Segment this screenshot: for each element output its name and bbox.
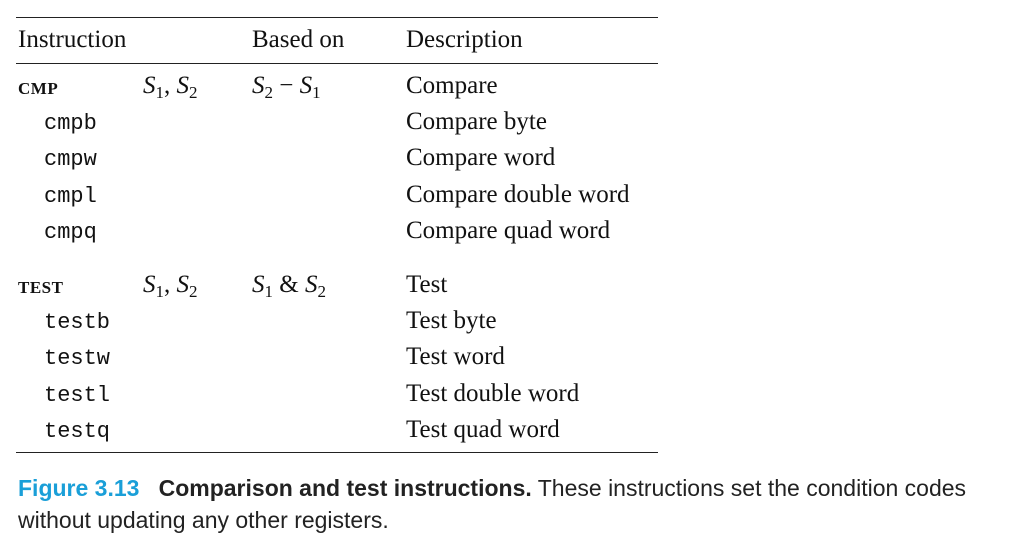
- description-cmp: Compare: [406, 72, 498, 99]
- operand-sep: ,: [164, 72, 177, 99]
- based-b: S: [304, 271, 318, 298]
- figure-caption: [18, 472, 998, 536]
- operand-s2: S: [176, 72, 189, 99]
- description-testw: Test word: [406, 343, 505, 370]
- description-testq: Test quad word: [406, 416, 560, 443]
- operands-cmp: [143, 71, 198, 101]
- based-on-cmp: [252, 71, 321, 101]
- based-a-sub: 1: [264, 282, 273, 301]
- based-a: S: [252, 271, 265, 298]
- description-cmpq: Compare quad word: [406, 217, 611, 244]
- operand-s2-sub: 2: [189, 282, 198, 301]
- based-b-sub: 1: [312, 83, 321, 102]
- operand-s2: S: [176, 271, 189, 298]
- instruction-cmp: CMP: [18, 79, 59, 98]
- operand-s1-sub: 1: [155, 282, 164, 301]
- based-on-test: [252, 270, 326, 300]
- header-description: Description: [406, 26, 523, 53]
- operand-s1-sub: 1: [155, 83, 164, 102]
- based-a: S: [252, 72, 265, 99]
- based-b: S: [299, 72, 313, 99]
- based-b-sub: 2: [317, 282, 326, 301]
- based-op: −: [273, 72, 300, 99]
- table-top-rule: [16, 17, 658, 18]
- table-bottom-rule: [16, 452, 658, 453]
- instruction-test: TEST: [18, 278, 64, 297]
- based-a-sub: 2: [264, 83, 273, 102]
- table-header-rule: [16, 63, 658, 64]
- operand-s1: S: [143, 72, 156, 99]
- instruction-testw: testw: [44, 346, 111, 371]
- instruction-testq: testq: [44, 419, 111, 444]
- instruction-testl: testl: [44, 383, 111, 408]
- instruction-cmpw: cmpw: [44, 147, 97, 172]
- operand-sep: ,: [164, 271, 177, 298]
- header-instruction: Instruction: [18, 26, 127, 53]
- based-op: &: [273, 271, 305, 298]
- instruction-cmpb: cmpb: [44, 111, 97, 136]
- instruction-cmpl: cmpl: [44, 184, 97, 209]
- header-based-on: Based on: [252, 26, 345, 53]
- description-testl: Test double word: [406, 380, 580, 407]
- figure-title: Comparison and test instructions.: [158, 475, 532, 501]
- description-cmpw: Compare word: [406, 144, 556, 171]
- operand-s1: S: [143, 271, 156, 298]
- figure-text: These instructions set the condition codes without updating any other registers.: [18, 475, 967, 533]
- operands-test: [143, 270, 198, 300]
- description-cmpb: Compare byte: [406, 108, 547, 135]
- description-testb: Test byte: [406, 307, 497, 334]
- description-cmpl: Compare double word: [406, 181, 630, 208]
- description-test: Test: [406, 271, 448, 298]
- operand-s2-sub: 2: [189, 83, 198, 102]
- figure-label: Figure 3.13: [18, 475, 140, 501]
- instruction-testb: testb: [44, 310, 111, 335]
- instruction-cmpq: cmpq: [44, 220, 97, 245]
